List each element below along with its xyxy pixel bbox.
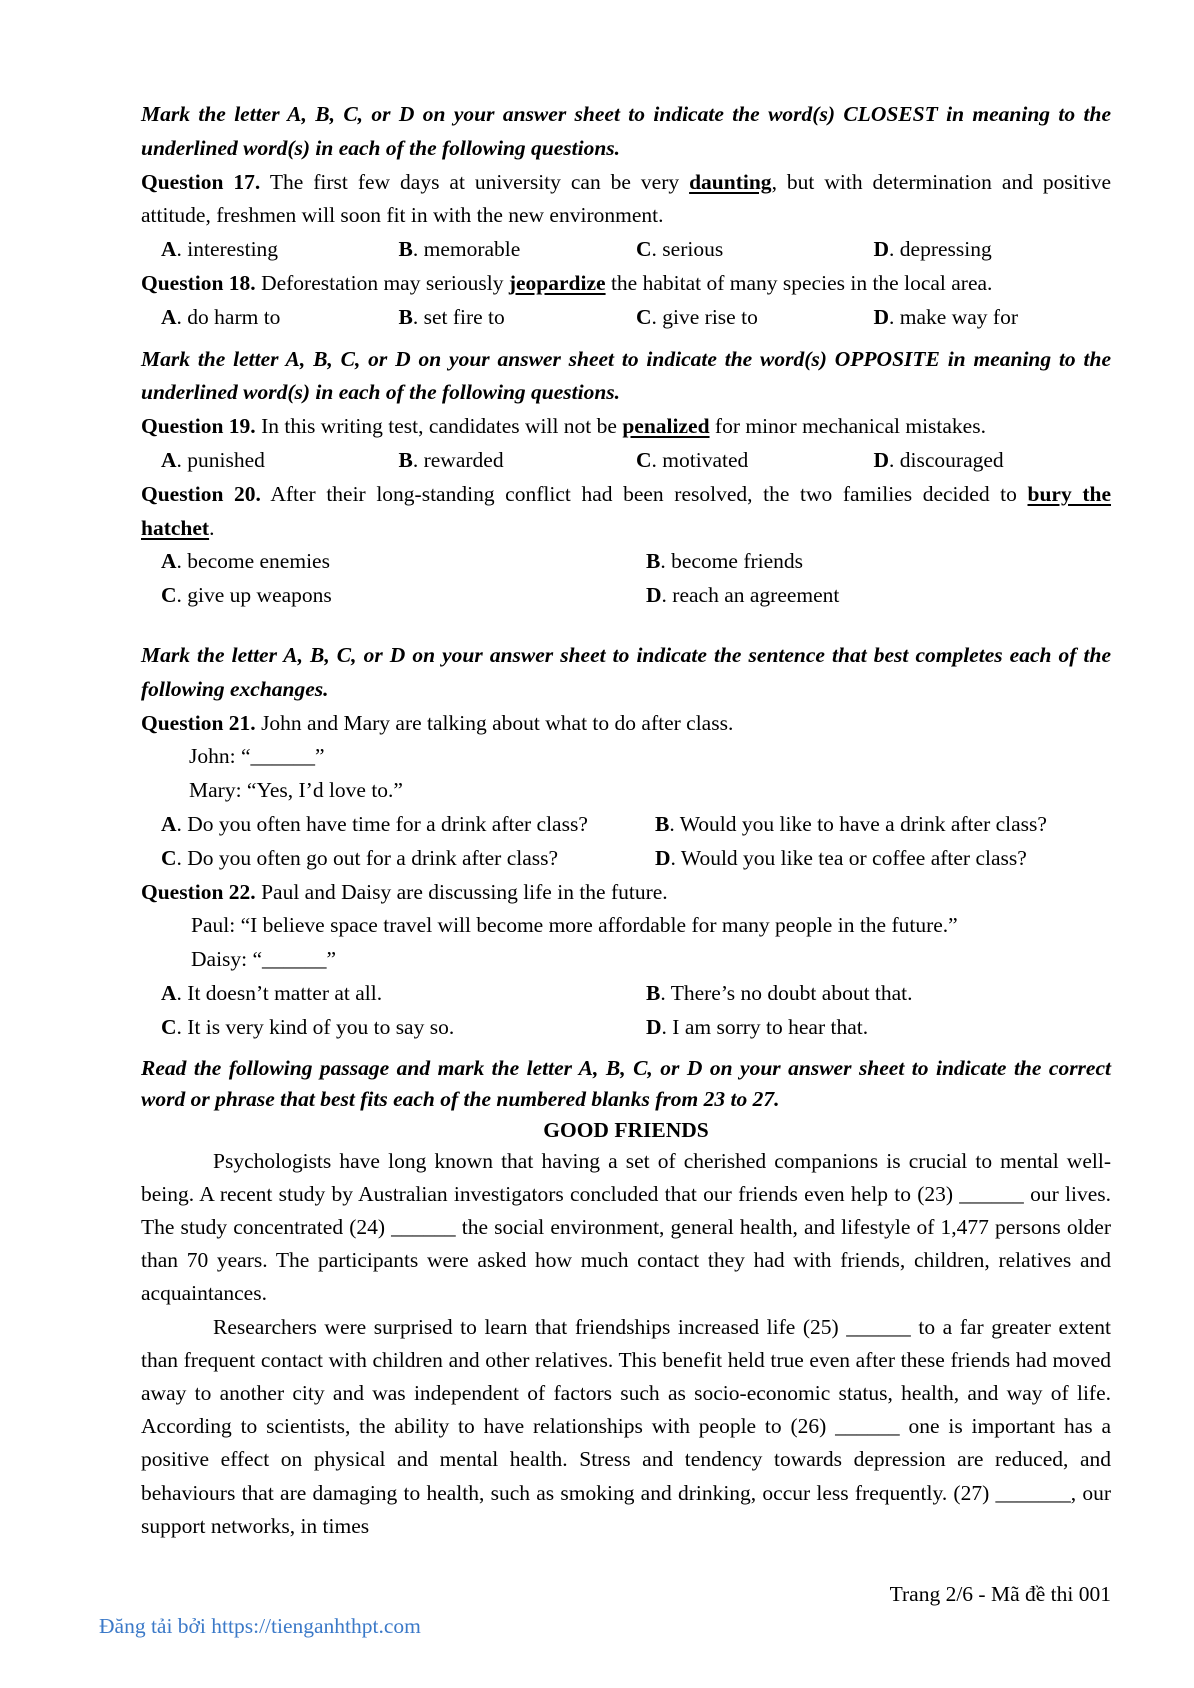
option-c[interactable]: C. give rise to	[636, 304, 758, 329]
question-17: Question 17. The first few days at university can be very daunting, but with determination and positive attitude, freshmen will soon fit in with the new environment.	[141, 169, 1111, 228]
section-instruction-closest: Mark the letter A, B, C, or D on your answer sheet to indicate the word(s) CLOSEST in meaning to the underlined word(s) in each of the following questions.	[141, 102, 1111, 160]
question-number: Question 21.	[141, 710, 256, 735]
options-17	[141, 233, 1111, 267]
option-b[interactable]: B. set fire to	[398, 304, 505, 329]
option-c[interactable]: C. Do you often go out for a drink after class?	[161, 845, 559, 870]
option-d[interactable]: D. make way for	[873, 304, 1018, 329]
option-d[interactable]: D. discouraged	[873, 447, 1004, 472]
dialogue-line: Paul: “I believe space travel will become more affordable for many people in the future.”	[191, 913, 958, 938]
question-number: Question 22.	[141, 879, 256, 904]
dialogue-line: Daisy: “______”	[191, 947, 337, 972]
option-d[interactable]: D. depressing	[873, 237, 992, 262]
underlined-word: penalized	[622, 414, 710, 439]
option-c[interactable]: C. serious	[636, 237, 724, 262]
option-c[interactable]: C. give up weapons	[161, 583, 332, 608]
options-19	[141, 444, 1111, 478]
options-22	[141, 977, 1111, 1045]
underlined-word: jeopardize	[508, 270, 606, 295]
credit-link[interactable]: Đăng tải bởi https://tienganhthpt.com	[99, 1614, 421, 1638]
options-21	[141, 808, 1111, 876]
option-a[interactable]: A. do harm to	[161, 304, 281, 329]
passage-paragraph-2: Researchers were surprised to learn that friendships increased life (25) ______ to a far greater extent than frequent contact with children and other relatives. This benefit held true even after these friends had moved away to another city and was independent of factors such as socio-economic status, health, and way of life. According to scientists, the ability to have relationships with people to (26) ______ one is important has a positive effect on physical and mental health. Stress and tendency towards depression are reduced, and behaviours that are damaging to health, such as smoking and drinking, occur less frequently. (27) _______, our support networks, in times	[141, 1314, 1111, 1538]
option-a[interactable]: A. become enemies	[161, 549, 330, 574]
section-instruction-opposite: Mark the letter A, B, C, or D on your answer sheet to indicate the word(s) OPPOSITE in meaning to the underlined word(s) in each of the following questions.	[141, 346, 1111, 405]
section-instruction-exchanges: Mark the letter A, B, C, or D on your answer sheet to indicate the sentence that best completes each of the following exchanges.	[141, 642, 1111, 701]
page-footer: Trang 2/6 - Mã đề thi 001	[889, 1582, 1111, 1606]
option-a[interactable]: A. Do you often have time for a drink after class?	[161, 811, 588, 836]
option-d[interactable]: D. reach an agreement	[646, 583, 840, 608]
passage-paragraph-1: Psychologists have long known that having a set of cherished companions is crucial to mental well-being. A recent study by Australian investigators concluded that our friends even help to (23) ______ our lives. The study concentrated (24) ______ the social environment, general health, and lifestyle of 1,477 persons older than 70 years. The participants were asked how much contact they had with friends, children, relatives and acquaintances.	[141, 1148, 1111, 1306]
option-a[interactable]: A. punished	[161, 447, 265, 472]
option-c[interactable]: C. It is very kind of you to say so.	[161, 1014, 455, 1039]
option-c[interactable]: C. motivated	[636, 447, 749, 472]
option-a[interactable]: A. interesting	[161, 237, 279, 262]
passage-title: GOOD FRIENDS	[543, 1117, 709, 1142]
option-b[interactable]: B. rewarded	[398, 447, 504, 472]
question-number: Question 20.	[141, 481, 261, 506]
options-20	[141, 545, 1111, 613]
underlined-word: bury the hatchet	[141, 481, 1111, 540]
option-b[interactable]: B. There’s no doubt about that.	[646, 980, 913, 1005]
question-number: Question 19.	[141, 414, 256, 439]
question-18: Question 18. Deforestation may seriously jeopardize the habitat of many species in the local area.	[141, 270, 993, 295]
section-instruction-passage: Read the following passage and mark the letter A, B, C, or D on your answer sheet to indicate the correct word or phrase that best fits each of the numbered blanks from 23 to 27.	[141, 1055, 1111, 1111]
option-d[interactable]: D. I am sorry to hear that.	[646, 1014, 869, 1039]
options-18	[141, 301, 1111, 335]
dialogue-line: John: “______”	[189, 744, 325, 769]
option-b[interactable]: B. memorable	[398, 237, 521, 262]
question-19: Question 19. In this writing test, candidates will not be penalized for minor mechanical mistakes.	[141, 414, 986, 439]
option-d[interactable]: D. Would you like tea or coffee after class?	[655, 845, 1027, 870]
question-22: Question 22. Paul and Daisy are discussing life in the future.	[141, 879, 668, 904]
exam-page	[141, 98, 1111, 1543]
dialogue-line: Mary: “Yes, I’d love to.”	[189, 778, 403, 803]
option-b[interactable]: B. become friends	[646, 549, 804, 574]
question-20: Question 20. After their long-standing conflict had been resolved, the two families decided to bury the hatchet.	[141, 481, 1111, 540]
question-21: Question 21. John and Mary are talking about what to do after class.	[141, 710, 734, 735]
question-number: Question 17.	[141, 169, 261, 194]
option-a[interactable]: A. It doesn’t matter at all.	[161, 980, 383, 1005]
question-number: Question 18.	[141, 270, 256, 295]
option-b[interactable]: B. Would you like to have a drink after class?	[655, 811, 1047, 836]
underlined-word: daunting	[689, 169, 772, 194]
